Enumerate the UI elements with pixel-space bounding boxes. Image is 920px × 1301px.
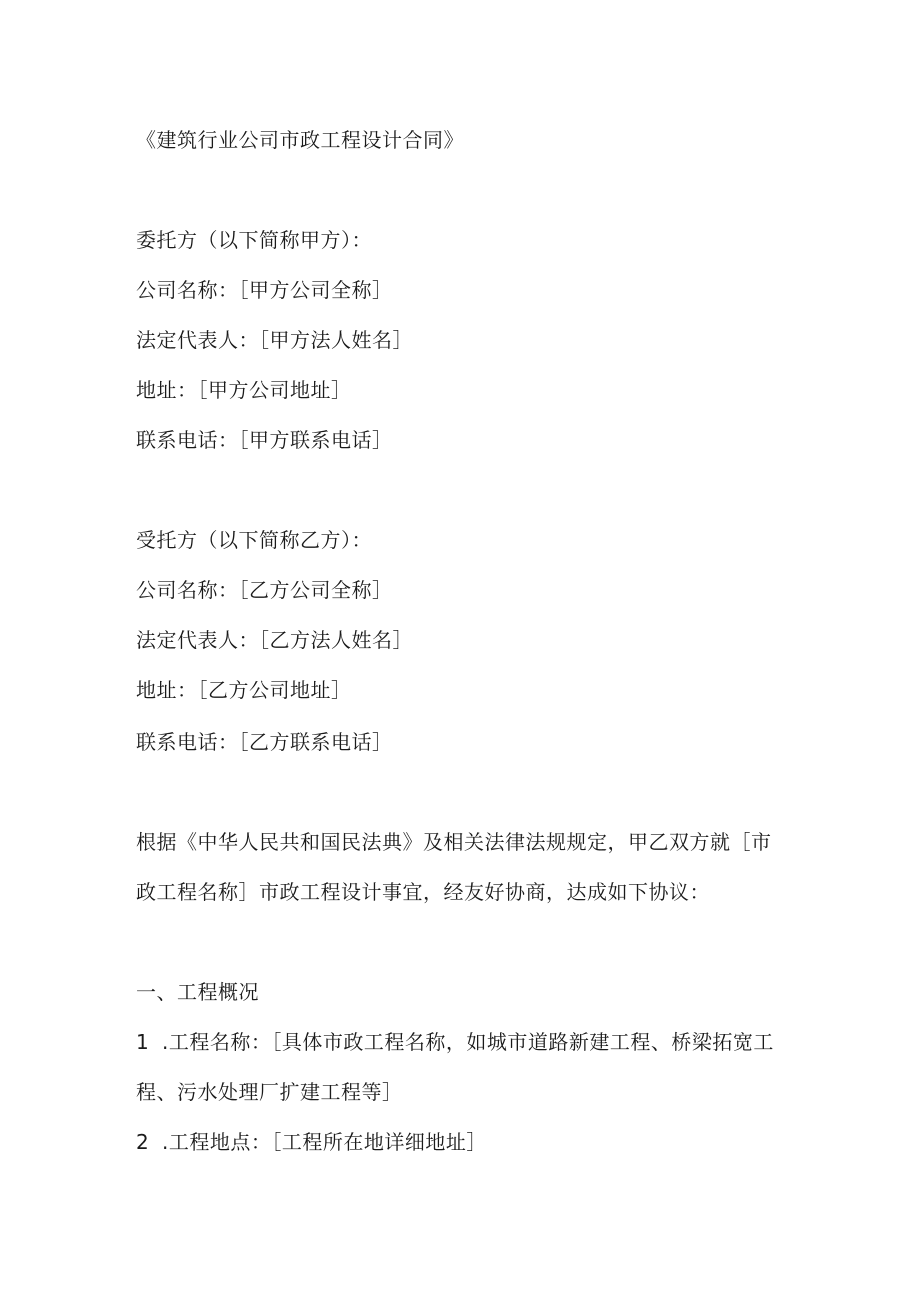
section-1-item-2 — [136, 1128, 487, 1156]
party-b-phone: 联系电话：［乙方联系电话］ — [136, 730, 393, 754]
party-a-representative: 法定代表人：［甲方法人姓名］ — [136, 328, 413, 352]
preamble-line-2: 政工程名称］市政工程设计事宜，经友好协商，达成如下协议： — [136, 880, 710, 904]
item-text: .工程名称：［具体市政工程名称，如城市道路新建工程、桥梁拓宽工 — [162, 1030, 774, 1054]
party-a-company: 公司名称：［甲方公司全称］ — [136, 278, 393, 302]
section-1-item-1 — [136, 1028, 774, 1056]
party-b-heading: 受托方（以下简称乙方）： — [136, 528, 372, 552]
item-text: .工程地点：［工程所在地详细地址］ — [162, 1130, 487, 1154]
party-a-heading: 委托方（以下简称甲方）： — [136, 228, 372, 252]
document-title: 《建筑行业公司市政工程设计合同》 — [136, 128, 464, 152]
party-b-company: 公司名称：［乙方公司全称］ — [136, 578, 393, 602]
party-a-phone: 联系电话：［甲方联系电话］ — [136, 428, 393, 452]
preamble-line-1: 根据《中华人民共和国民法典》及相关法律法规规定，甲乙双方就［市 — [136, 830, 772, 854]
item-number: 2 — [136, 1130, 150, 1154]
party-a-address: 地址：［甲方公司地址］ — [136, 378, 352, 402]
party-b-address: 地址：［乙方公司地址］ — [136, 678, 352, 702]
item-number: 1 — [136, 1030, 150, 1054]
section-1-item-1-continued: 程、污水处理厂扩建工程等］ — [136, 1080, 403, 1104]
party-b-representative: 法定代表人：［乙方法人姓名］ — [136, 628, 413, 652]
section-1-heading: 一、工程概况 — [136, 980, 259, 1004]
